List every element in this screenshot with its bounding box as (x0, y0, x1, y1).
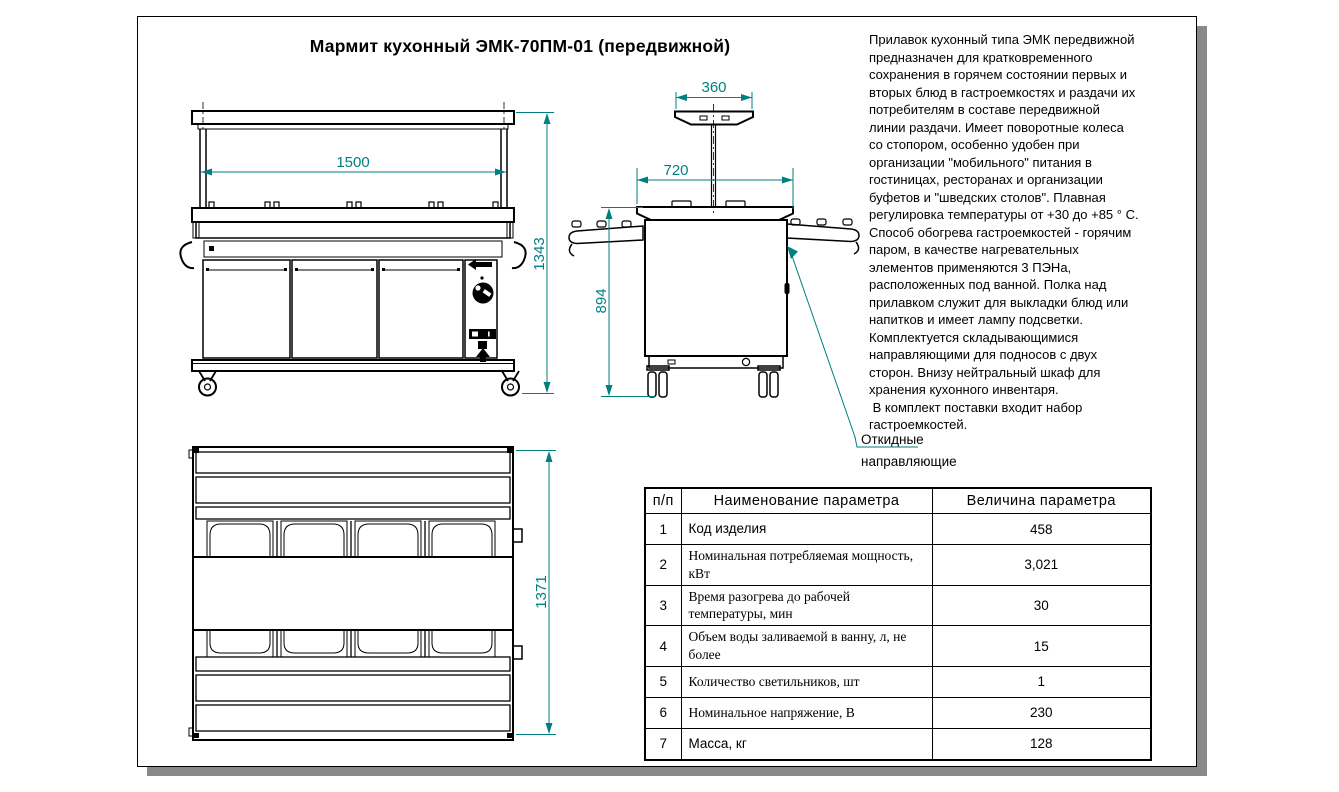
row-number: 3 (645, 585, 681, 626)
gastronorm-pans-lower (207, 630, 495, 657)
header-number: п/п (645, 488, 681, 514)
parameter-value: 230 (932, 697, 1151, 728)
parameter-value: 30 (932, 585, 1151, 626)
dimension-label-1500: 1500 (336, 154, 370, 171)
parameter-value: 1 (932, 666, 1151, 697)
row-number: 1 (645, 514, 681, 545)
description-line: со стопором, особенно удобен при (869, 137, 1080, 152)
dimension-label-720: 720 (663, 162, 689, 179)
table-row (645, 514, 1151, 545)
parameter-name: Время разогрева до рабочей температуры, мин (681, 585, 932, 626)
callout-leader-line (791, 253, 918, 447)
caster-front-right (502, 371, 519, 396)
description-line: напитков и имеет лампу подсветки. (869, 312, 1083, 327)
caster-side-left (647, 366, 669, 397)
description-line: гостиницах, ресторанах и организации (869, 172, 1103, 187)
side-view-drawing (569, 104, 859, 397)
dimension-label-1343: 1343 (531, 237, 548, 271)
parameter-value: 128 (932, 728, 1151, 760)
parameter-name: Номинальное напряжение, В (681, 697, 932, 728)
row-number: 5 (645, 666, 681, 697)
parameter-value: 458 (932, 514, 1151, 545)
row-number: 6 (645, 697, 681, 728)
parameter-value: 3,021 (932, 545, 1151, 586)
caster-front-left (199, 371, 216, 396)
parameter-name: Номинальная потребляемая мощность, кВт (681, 545, 932, 586)
table-row (645, 697, 1151, 728)
description-line: гастроемкостей. (869, 417, 968, 432)
parameter-name: Количество светильников, шт (681, 666, 932, 697)
description-line: расположенных под ванной. Полка над (869, 277, 1107, 292)
header-parameter-value: Величина параметра (932, 488, 1151, 514)
description-line: элементов применяются 3 ПЭНа, (869, 259, 1072, 275)
header-parameter-name: Наименование параметра (681, 488, 932, 514)
tray-rail-right (787, 219, 859, 254)
folded-rail-left (180, 242, 194, 268)
parameters-table (644, 487, 1152, 761)
cabinet-doors (203, 260, 463, 358)
description-line: линии раздачи. Имеет поворотные колеса (869, 119, 1124, 135)
table-row (645, 585, 1151, 626)
description-line: регулировка температуры от +30 до +85 ° С. (869, 207, 1139, 222)
tray-rail-left (569, 221, 643, 256)
control-panel (465, 259, 497, 362)
description-line: прилавком служит для выкладки блюд или (869, 294, 1129, 310)
table-header-row (645, 488, 1151, 514)
parameter-name: Объем воды заливаемой в ванну, л, не более (681, 626, 932, 667)
parameter-name: Масса, кг (681, 728, 932, 760)
parameter-name: Код изделия (681, 514, 932, 545)
description-line: потребителям в составе передвижной (869, 102, 1100, 117)
table-row (645, 545, 1151, 586)
row-number: 4 (645, 626, 681, 667)
parameter-value: 15 (932, 626, 1151, 667)
table-row (645, 626, 1151, 667)
description-line: Комплектуется складывающимися (869, 329, 1079, 345)
table-row (645, 728, 1151, 760)
top-view-drawing (189, 447, 522, 740)
description-line: предназначен для кратковременного (869, 49, 1093, 65)
description-line: буфетов и "шведских столов". Плавная (869, 189, 1106, 205)
indicator-lamp (480, 276, 483, 279)
description-line: Прилавок кухонный типа ЭМК передвижной (869, 32, 1135, 47)
description-line: вторых блюд в гастроемкостях и раздачи их (869, 84, 1136, 100)
dimension-label-1371: 1371 (533, 575, 550, 609)
dimension-label-360: 360 (701, 79, 727, 96)
description-line: сохранения в горячем состоянии первых и (869, 67, 1127, 82)
page-title: Мармит кухонный ЭМК-70ПМ-01 (передвижной) (309, 36, 731, 56)
table-row (645, 666, 1151, 697)
description-line: Способ обогрева гастроемкостей - горячим (869, 224, 1132, 240)
description-line: В комплект поставки входит набор (869, 399, 1083, 415)
gastronorm-pans-upper (207, 521, 495, 557)
description-line: сторон. Внизу нейтральный шкаф для (869, 364, 1101, 380)
front-view-drawing (180, 102, 525, 396)
callout-line-1: Откидные (861, 432, 924, 447)
description-line: хранения кухонного инвентаря. (869, 382, 1059, 397)
caster-side-right (758, 366, 780, 397)
row-number: 7 (645, 728, 681, 760)
description-line: организации "мобильного" питания в (869, 154, 1092, 170)
row-number: 2 (645, 545, 681, 586)
dimension-label-894: 894 (593, 288, 610, 314)
description-line: паром, в качестве нагревательных (869, 242, 1079, 257)
parameters-table-body (645, 514, 1151, 760)
description-line: направляющими для подносов с двух (869, 347, 1098, 362)
folded-rail-right (512, 242, 526, 268)
callout-line-2: направляющие (861, 453, 957, 469)
